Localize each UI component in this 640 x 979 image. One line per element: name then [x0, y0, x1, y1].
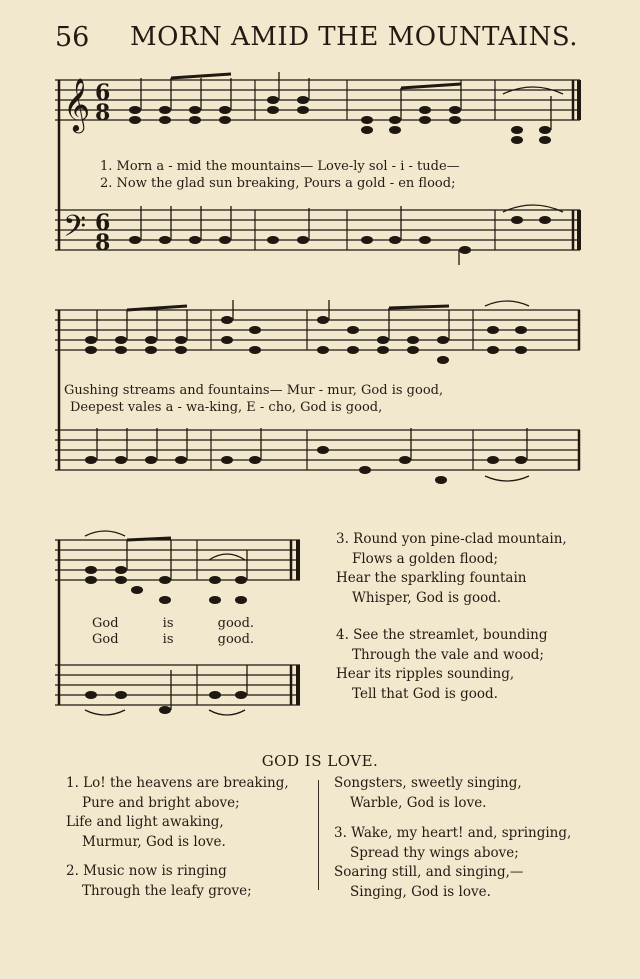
system1-lyric-verse2: 2. Now the glad sun breaking, Pours a gold - en flood; — [100, 176, 456, 191]
verse-line: Soaring still, and singing,— — [334, 864, 524, 880]
verse-line: Spread thy wings above; — [350, 844, 519, 861]
svg-text:6: 6 — [95, 80, 111, 106]
verse-line: 2. Music now is ringing — [66, 863, 227, 879]
verse-line: Murmur, God is love. — [82, 833, 226, 850]
verse-line: Singing, God is love. — [350, 883, 491, 900]
verse-line: Hear its ripples sounding, — [336, 666, 515, 682]
svg-text:8: 8 — [95, 230, 111, 256]
verse-line: Flows a golden flood; — [352, 550, 499, 567]
verse-line: Hear the sparkling fountain — [336, 570, 527, 586]
column-divider — [318, 780, 319, 890]
page-header — [0, 0, 640, 60]
svg-text:8: 8 — [95, 100, 111, 126]
system3-lyric-verse2: God is good. — [92, 632, 255, 647]
verse-line: 1. Lo! the heavens are breaking, — [66, 775, 289, 791]
system1-lyric-verse1: 1. Morn a - mid the mountains— Love-ly sol - i - tude— — [100, 159, 460, 174]
verse-line: Tell that God is good. — [352, 685, 498, 702]
svg-text:𝄢: 𝄢 — [63, 210, 87, 251]
verse-line: Songsters, sweetly singing, — [334, 775, 522, 791]
verse-4 — [336, 626, 548, 704]
verse-line: 3. Round yon pine-clad mountain, — [336, 531, 567, 547]
svg-text:𝄞: 𝄞 — [63, 77, 91, 131]
system3-lyric-verse1: God is good. — [92, 616, 255, 631]
svg-text:6: 6 — [95, 210, 111, 236]
verse-line: 3. Wake, my heart! and, springing, — [334, 825, 572, 841]
page-title: MORN AMID THE MOUNTAINS. — [130, 22, 579, 52]
gil-verse-2 — [66, 862, 252, 901]
gil-verse-1 — [66, 774, 289, 852]
verse-line: 4. See the streamlet, bounding — [336, 627, 548, 643]
verse-line: Warble, God is love. — [350, 794, 487, 811]
system2-lyric-verse2: Deepest vales a - wa-king, E - cho, God is good, — [70, 400, 383, 415]
verse-line: Life and light awaking, — [66, 814, 224, 830]
gil-verse-1-cont — [334, 774, 522, 813]
page-number: 56 — [55, 22, 90, 53]
gil-verse-3 — [334, 824, 571, 902]
verse-line: Pure and bright above; — [82, 794, 240, 811]
section-title: GOD IS LOVE. — [261, 752, 379, 770]
verse-line: Through the vale and wood; — [352, 646, 544, 663]
verse-3 — [336, 530, 567, 608]
verse-line: Whisper, God is good. — [352, 589, 502, 606]
verse-line: Through the leafy grove; — [82, 882, 252, 899]
system2-lyric-verse1: Gushing streams and fountains— Mur - mur, God is good, — [64, 383, 444, 398]
